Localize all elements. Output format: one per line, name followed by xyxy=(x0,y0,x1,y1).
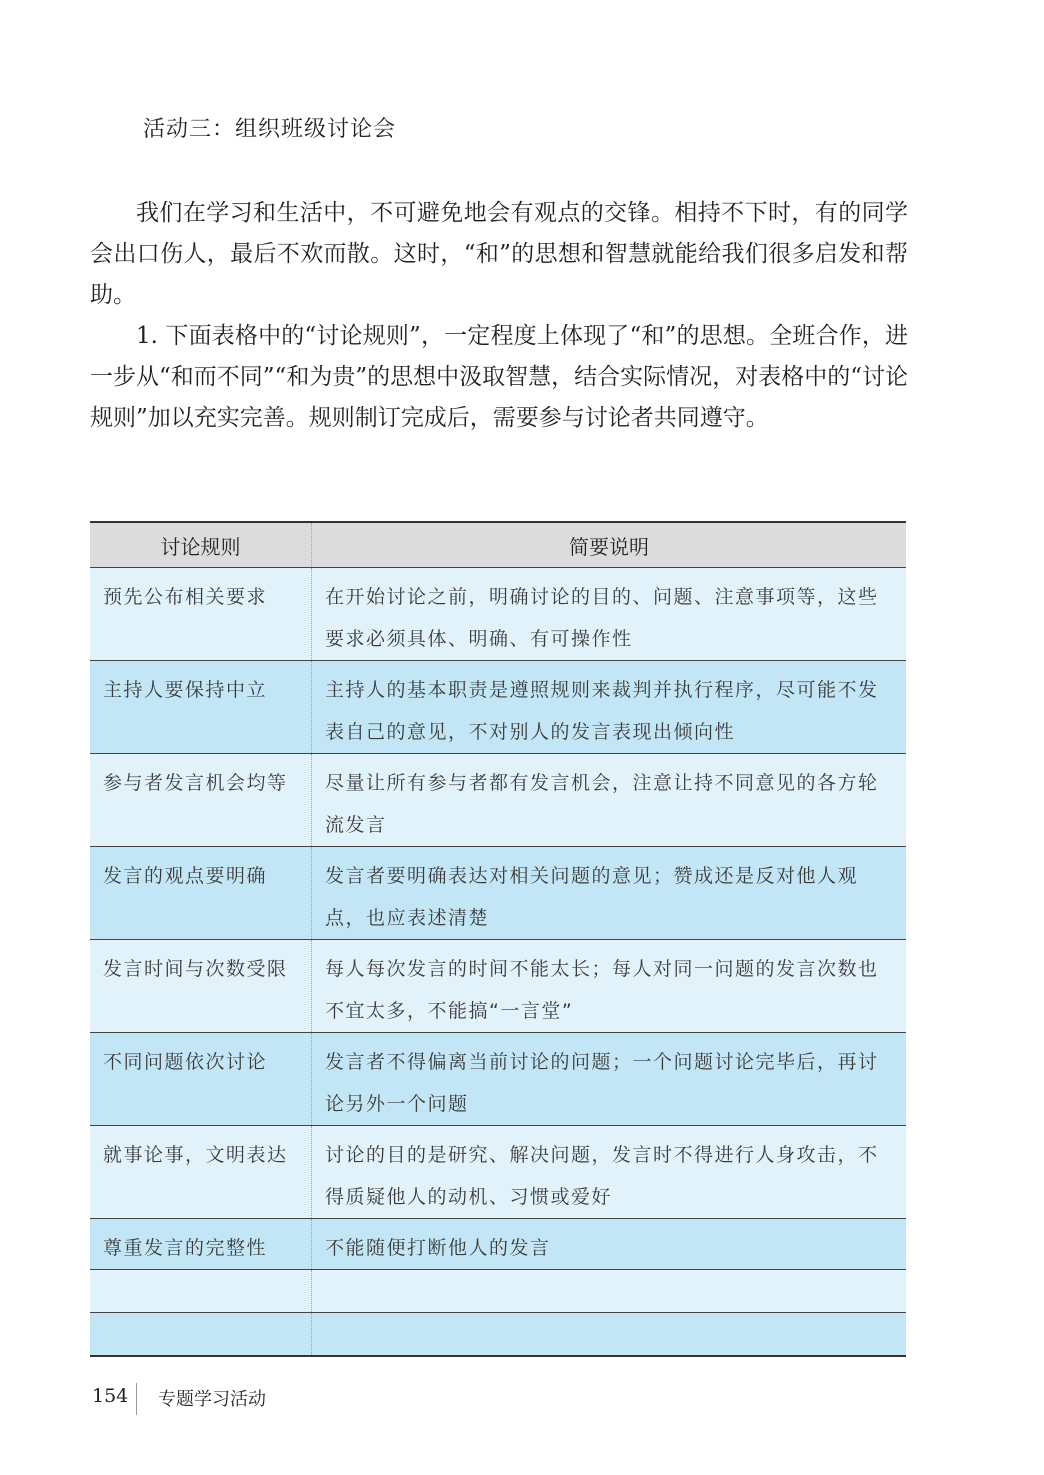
description-cell-blank xyxy=(312,1313,907,1357)
rule-cell: 参与者发言机会均等 xyxy=(90,754,312,847)
table-row xyxy=(90,661,906,754)
description-cell: 尽量让所有参与者都有发言机会，注意让持不同意见的各方轮流发言 xyxy=(312,754,907,847)
table-row-blank xyxy=(90,1270,906,1313)
table-row-blank xyxy=(90,1313,906,1357)
intro-paragraph: 我们在学习和生活中，不可避免地会有观点的交锋。相持不下时，有的同学会出口伤人，最后不欢而散。这时，“和”的思想和智慧就能给我们很多启发和帮助。 xyxy=(90,200,908,308)
table-row xyxy=(90,754,906,847)
rule-cell-blank xyxy=(90,1270,312,1313)
rule-cell: 预先公布相关要求 xyxy=(90,568,312,661)
description-cell: 讨论的目的是研究、解决问题，发言时不得进行人身攻击，不得质疑他人的动机、习惯或爱好 xyxy=(312,1126,907,1219)
page-number: 154 xyxy=(92,1385,129,1407)
rule-cell: 尊重发言的完整性 xyxy=(90,1219,312,1270)
rule-cell: 主持人要保持中立 xyxy=(90,661,312,754)
table-row xyxy=(90,1033,906,1126)
description-cell-blank xyxy=(312,1270,907,1313)
rule-cell: 发言时间与次数受限 xyxy=(90,940,312,1033)
rule-cell: 就事论事，文明表达 xyxy=(90,1126,312,1219)
rule-cell: 发言的观点要明确 xyxy=(90,847,312,940)
description-cell: 发言者不得偏离当前讨论的问题；一个问题讨论完毕后，再讨论另外一个问题 xyxy=(312,1033,907,1126)
description-cell: 发言者要明确表达对相关问题的意见；赞成还是反对他人观点，也应表述清楚 xyxy=(312,847,907,940)
footer-divider xyxy=(136,1383,137,1415)
table-row xyxy=(90,940,906,1033)
table-row xyxy=(90,847,906,940)
description-cell: 不能随便打断他人的发言 xyxy=(312,1219,907,1270)
instruction-paragraph: 1. 下面表格中的“讨论规则”，一定程度上体现了“和”的思想。全班合作，进一步从“和而不同”“和为贵”的思想中汲取智慧，结合实际情况，对表格中的“讨论规则”加以充实完善。规则制订完成后，需要参与讨论者共同遵守。 xyxy=(90,323,908,431)
table-row xyxy=(90,1219,906,1270)
discussion-rules-table xyxy=(90,521,906,1357)
description-cell: 主持人的基本职责是遵照规则来裁判并执行程序，尽可能不发表自己的意见，不对别人的发言表现出倾向性 xyxy=(312,661,907,754)
table-row xyxy=(90,568,906,661)
table-header-row xyxy=(90,522,906,568)
activity-heading: 活动三：组织班级讨论会 xyxy=(143,117,397,142)
section-title: 专题学习活动 xyxy=(158,1389,266,1410)
rule-cell-blank xyxy=(90,1313,312,1357)
header-description: 简要说明 xyxy=(312,522,907,568)
description-cell: 每人每次发言的时间不能太长；每人对同一问题的发言次数也不宜太多，不能搞“一言堂” xyxy=(312,940,907,1033)
description-cell: 在开始讨论之前，明确讨论的目的、问题、注意事项等，这些要求必须具体、明确、有可操作性 xyxy=(312,568,907,661)
rule-cell: 不同问题依次讨论 xyxy=(90,1033,312,1126)
table-row xyxy=(90,1126,906,1219)
header-rule: 讨论规则 xyxy=(90,522,312,568)
